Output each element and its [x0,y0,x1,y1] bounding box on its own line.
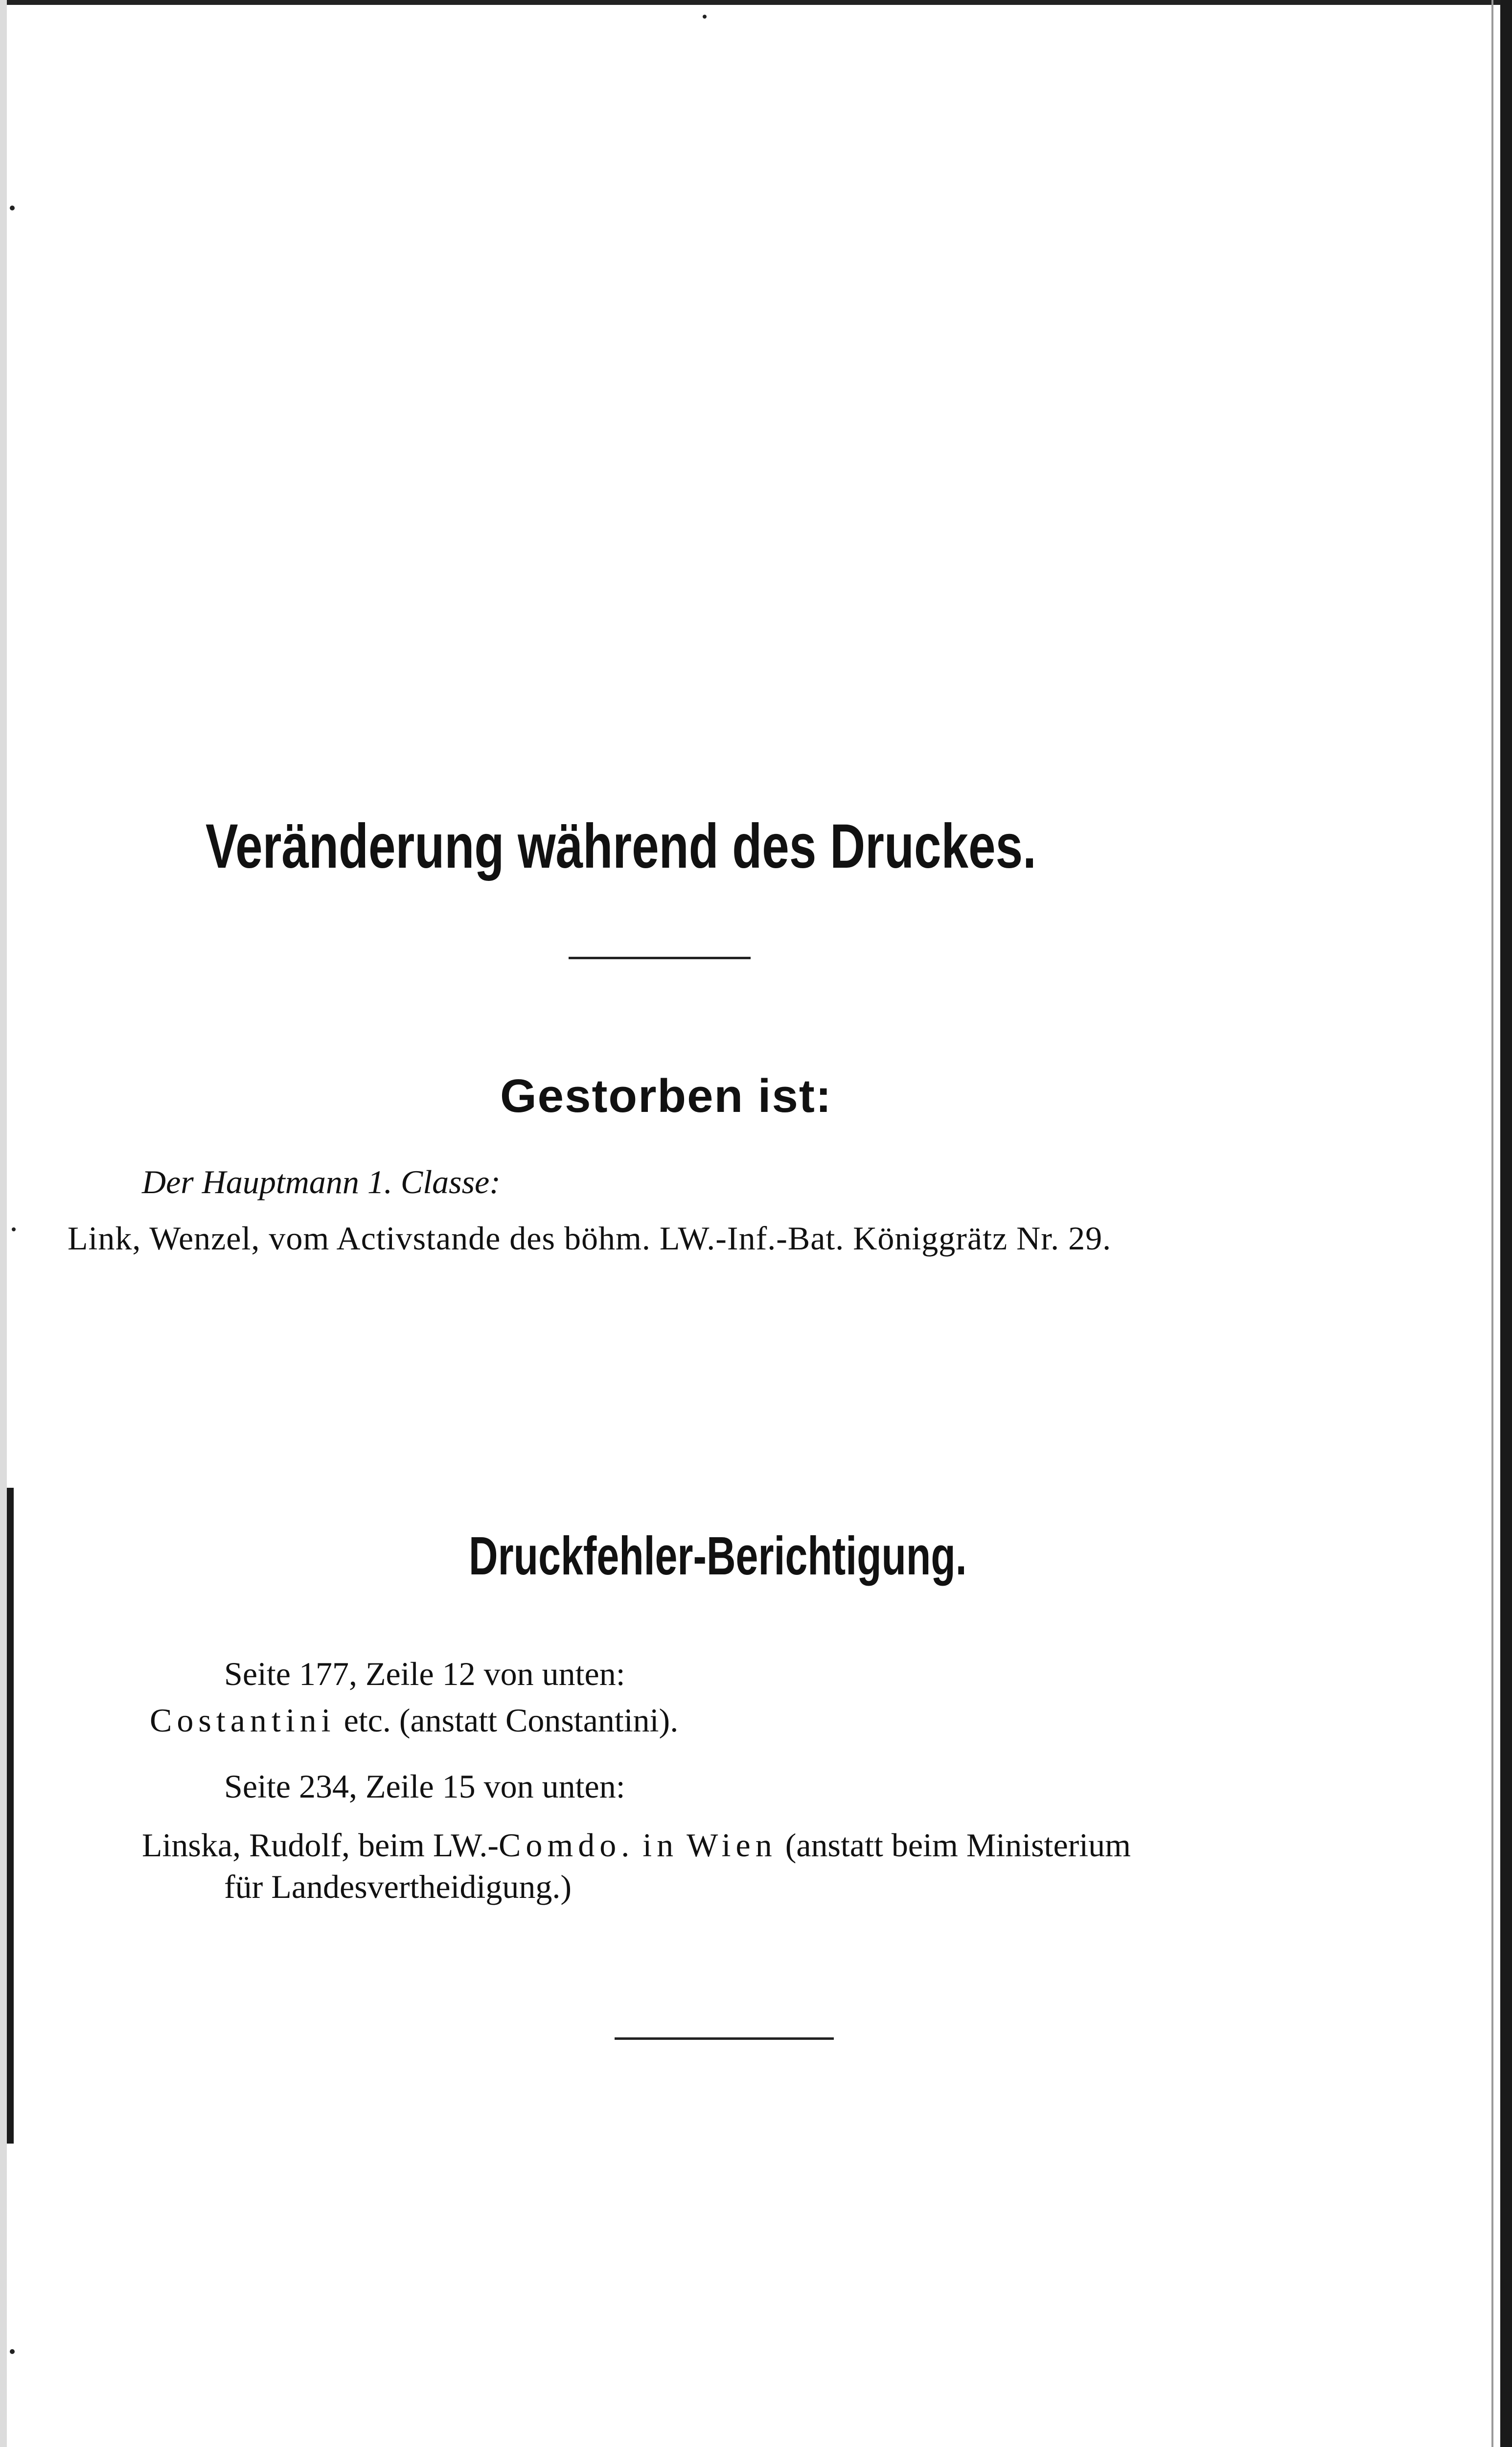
deceased-heading: Gestorben ist: [500,1070,832,1122]
scan-speck [10,206,15,210]
errata-correction-text-end: (anstatt beim Ministerium [785,1826,1131,1864]
errata-reference-2: Seite 234, Zeile 15 von unten: [224,1768,625,1805]
errata-heading: Druckfehler-Berichtigung. [469,1526,967,1586]
page-title: Veränderung während des Druckes. [206,811,1036,881]
divider-rule [569,957,751,959]
errata-correction-text-mid: in [642,1826,679,1864]
page-edge-right [1500,0,1512,2447]
errata-correction-spaced-2: Wien [687,1826,777,1864]
errata-correction-text: etc. (anstatt Constantini). [344,1702,679,1739]
divider-rule [615,2037,834,2040]
deceased-entry: Link, Wenzel, vom Activstande des böhm. LW.-Inf.-Bat. Königgrätz Nr. 29. [68,1220,1112,1257]
errata-correction-spaced-1: Comdo. [499,1826,635,1864]
errata-correction-1 [150,1698,678,1742]
scan-speck [703,15,707,19]
deceased-rank: Der Hauptmann 1. Classe: [142,1163,501,1200]
page-edge-left [0,0,7,2447]
errata-correction-name: Costantini [150,1702,336,1739]
errata-correction-text-start: Linska, Rudolf, beim LW.- [142,1826,499,1864]
page-edge-left-shadow [7,1488,14,2144]
errata-correction-2-continuation: für Landesvertheidigung.) [224,1868,572,1905]
page-edge-top [0,0,1512,5]
scan-speck [10,2349,15,2354]
scan-speck [12,1227,16,1231]
errata-reference-1: Seite 177, Zeile 12 von unten: [224,1655,625,1692]
errata-correction-2 [142,1823,1131,1867]
page-edge-right-inner [1491,0,1493,2447]
